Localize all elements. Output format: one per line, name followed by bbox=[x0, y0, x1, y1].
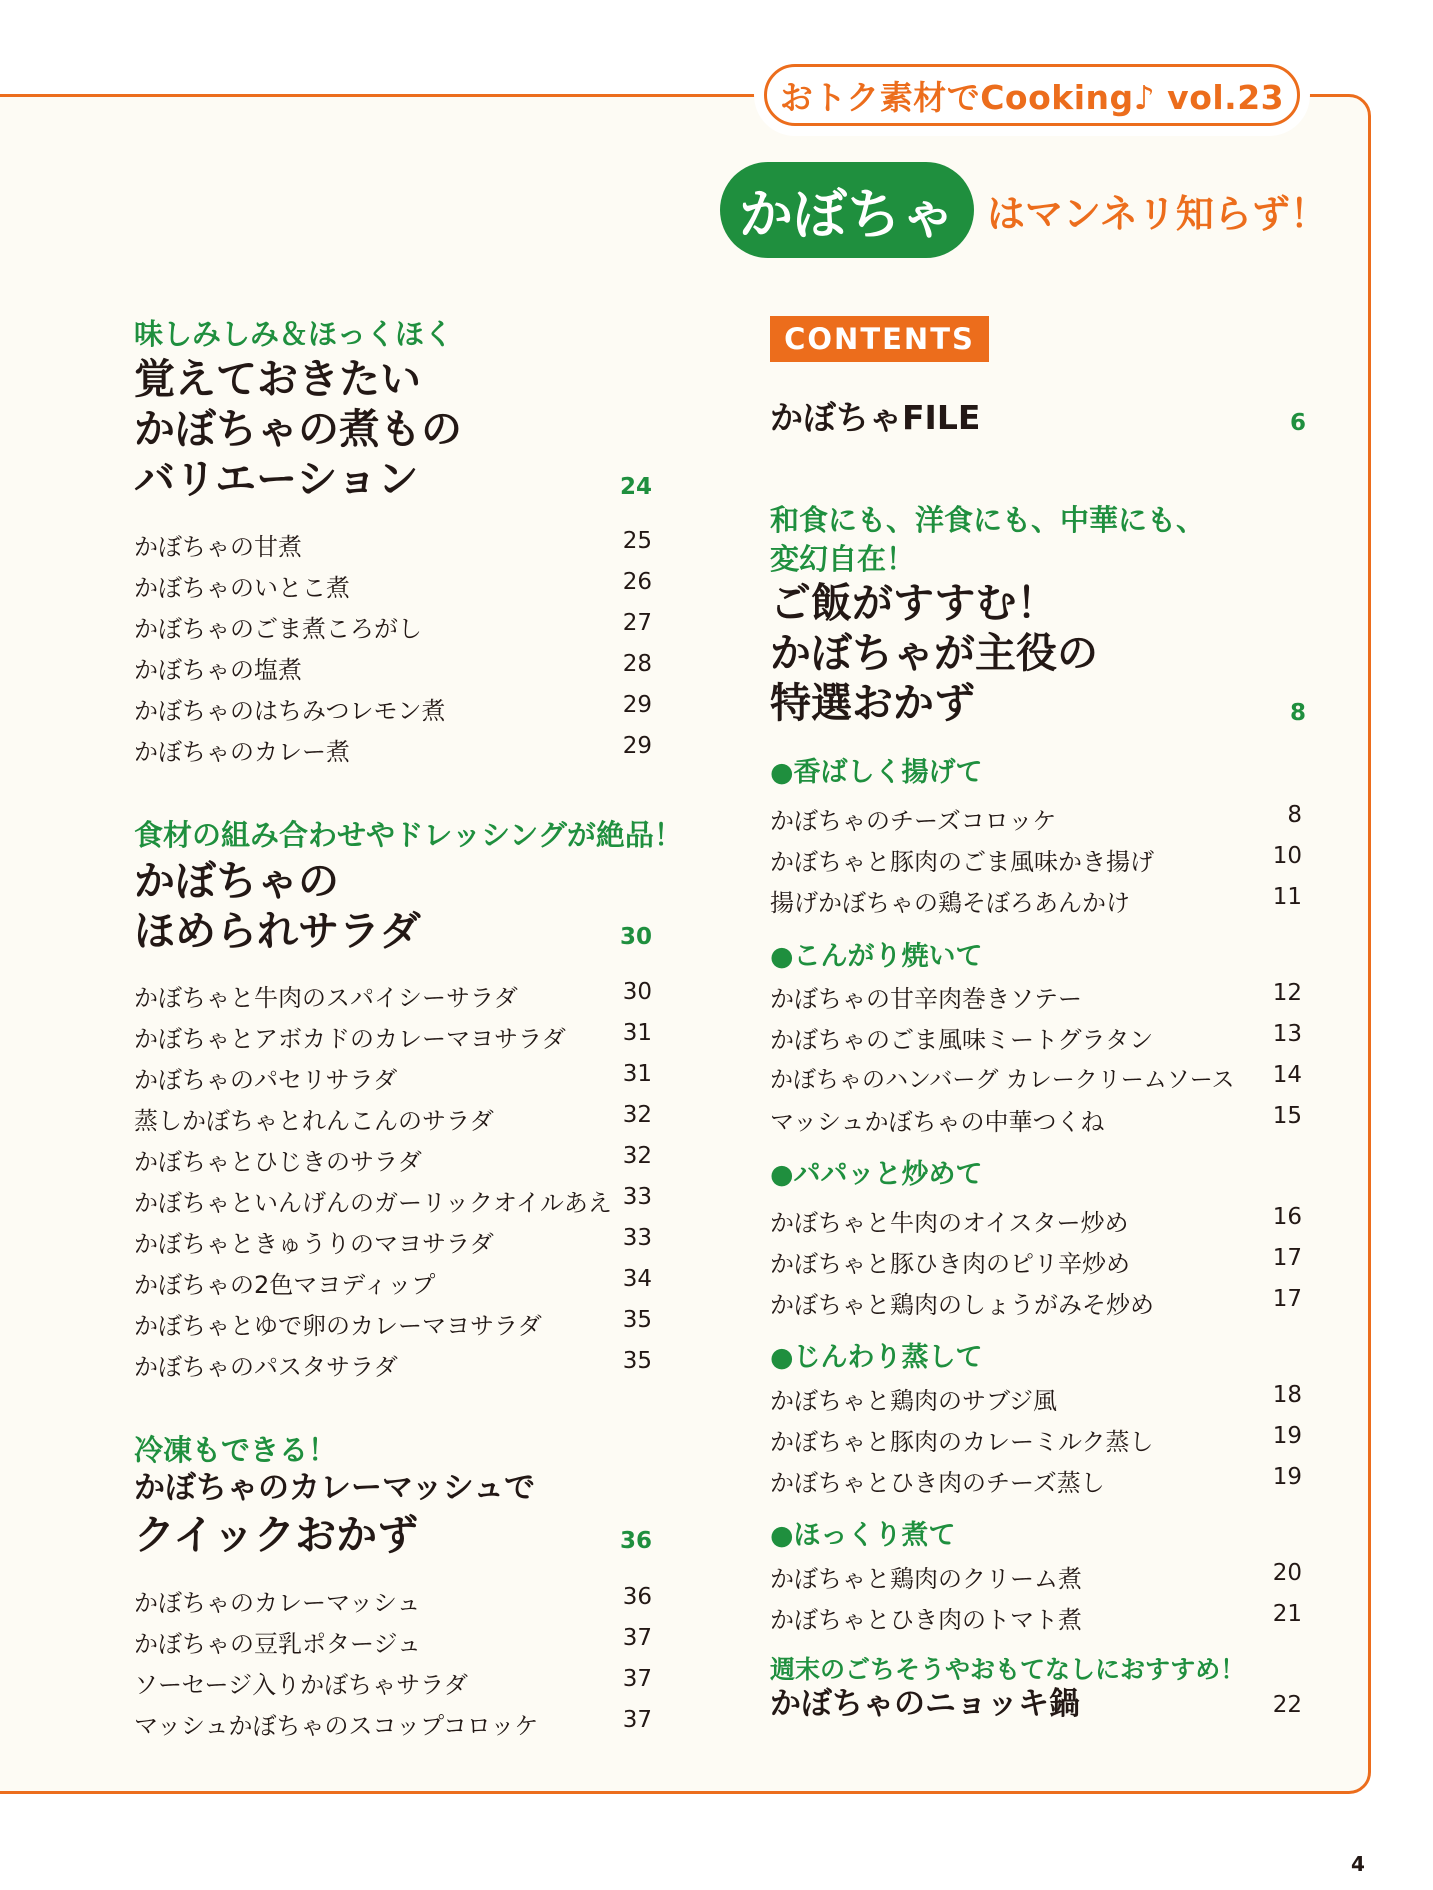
section-lead: 変幻自在！ bbox=[770, 542, 916, 576]
section-page: 36 bbox=[619, 1528, 652, 1554]
section-heading: ほめられサラダ bbox=[134, 907, 421, 955]
group-label: ●香ばしく揚げて bbox=[770, 757, 983, 788]
toc-page: 33 bbox=[622, 1225, 652, 1251]
toc-item[interactable]: かぼちゃと牛肉のスパイシーサラダ bbox=[134, 984, 518, 1012]
toc-item[interactable]: マッシュかぼちゃの中華つくね bbox=[770, 1108, 1105, 1136]
toc-page: 37 bbox=[622, 1707, 652, 1733]
section-lead: 味しみしみ＆ほっくほく bbox=[134, 317, 454, 351]
toc-page: 22 bbox=[1272, 1692, 1302, 1718]
toc-item[interactable]: かぼちゃのチーズコロッケ bbox=[770, 807, 1057, 835]
toc-page: 31 bbox=[622, 1020, 652, 1046]
toc-page: 18 bbox=[1272, 1382, 1302, 1408]
toc-page: 32 bbox=[622, 1143, 652, 1169]
toc-page: 31 bbox=[622, 1061, 652, 1087]
toc-page: 15 bbox=[1272, 1103, 1302, 1129]
section-heading: かぼちゃが主役の bbox=[770, 629, 1098, 677]
section-page: 8 bbox=[1290, 700, 1307, 726]
toc-page: 35 bbox=[622, 1307, 652, 1333]
title-highlight: かぼちゃ bbox=[720, 162, 974, 258]
toc-page: 16 bbox=[1272, 1204, 1302, 1230]
group-label: ●ほっくり煮て bbox=[770, 1520, 956, 1551]
toc-page: 17 bbox=[1272, 1245, 1302, 1271]
group-label: ●じんわり蒸して bbox=[770, 1342, 983, 1373]
toc-item[interactable]: かぼちゃと豚肉のごま風味かき揚げ bbox=[770, 848, 1154, 876]
toc-page: 36 bbox=[622, 1584, 652, 1610]
section-heading-small: かぼちゃのカレーマッシュで bbox=[134, 1470, 536, 1506]
file-heading[interactable]: かぼちゃFILE bbox=[770, 398, 981, 437]
toc-item[interactable]: かぼちゃのいとこ煮 bbox=[134, 574, 350, 602]
toc-page: 34 bbox=[622, 1266, 652, 1292]
toc-item[interactable]: かぼちゃとゆで卵のカレーマヨサラダ bbox=[134, 1312, 542, 1340]
series-label: おトク素材でCooking♪ vol.23 bbox=[764, 64, 1300, 126]
toc-item[interactable]: かぼちゃのパスタサラダ bbox=[134, 1353, 398, 1381]
toc-item[interactable]: かぼちゃとひき肉のチーズ蒸し bbox=[770, 1469, 1105, 1497]
section-page: 24 bbox=[619, 474, 652, 500]
toc-page: 6 bbox=[1290, 410, 1307, 436]
toc-page: 30 bbox=[622, 979, 652, 1005]
section-lead: 冷凍もできる！ bbox=[134, 1433, 338, 1467]
toc-item[interactable]: かぼちゃのハンバーグ カレークリームソース bbox=[770, 1067, 1235, 1093]
toc-page: 33 bbox=[622, 1184, 652, 1210]
toc-page: 28 bbox=[622, 651, 652, 677]
toc-item[interactable]: かぼちゃの甘煮 bbox=[134, 533, 302, 561]
toc-item[interactable]: かぼちゃと鶏肉のクリーム煮 bbox=[770, 1565, 1082, 1593]
section-heading: ご飯がすすむ！ bbox=[770, 579, 1058, 627]
toc-page: 29 bbox=[622, 692, 652, 718]
toc-item[interactable]: かぼちゃと牛肉のオイスター炒め bbox=[770, 1209, 1129, 1237]
toc-page: 10 bbox=[1272, 843, 1302, 869]
toc-page: 8 bbox=[1287, 802, 1302, 828]
section-lead: 週末のごちそうやおもてなしにおすすめ！ bbox=[770, 1655, 1246, 1684]
toc-item[interactable]: かぼちゃの塩煮 bbox=[134, 656, 302, 684]
toc-page: 12 bbox=[1272, 980, 1302, 1006]
title-rest: はマンネリ知らず！ bbox=[987, 192, 1328, 236]
section-heading: バリエーション bbox=[134, 455, 419, 503]
section-heading[interactable]: かぼちゃのニョッキ鍋 bbox=[770, 1686, 1080, 1722]
toc-item[interactable]: かぼちゃとひき肉のトマト煮 bbox=[770, 1606, 1082, 1634]
toc-item[interactable]: 揚げかぼちゃの鶏そぼろあんかけ bbox=[770, 889, 1130, 917]
section-lead: 和食にも、洋食にも、中華にも、 bbox=[770, 503, 1206, 537]
toc-item[interactable]: マッシュかぼちゃのスコップコロッケ bbox=[134, 1712, 539, 1740]
group-label: ●パパッと炒めて bbox=[770, 1159, 983, 1190]
toc-item[interactable]: かぼちゃの2色マヨディップ bbox=[134, 1271, 436, 1299]
toc-page: 35 bbox=[622, 1348, 652, 1374]
toc-item[interactable]: 蒸しかぼちゃとれんこんのサラダ bbox=[134, 1107, 494, 1135]
toc-item[interactable]: かぼちゃといんげんのガーリックオイルあえ bbox=[134, 1189, 612, 1217]
section-heading: かぼちゃの煮もの bbox=[134, 405, 462, 453]
toc-item[interactable]: かぼちゃと鶏肉のしょうがみそ炒め bbox=[770, 1291, 1154, 1319]
toc-page: 25 bbox=[622, 528, 652, 554]
toc-item[interactable]: かぼちゃのはちみつレモン煮 bbox=[134, 697, 446, 725]
page-number: 4 bbox=[1351, 1852, 1365, 1876]
toc-page: 29 bbox=[622, 733, 652, 759]
toc-page: 32 bbox=[622, 1102, 652, 1128]
toc-page: 37 bbox=[622, 1625, 652, 1651]
toc-item[interactable]: かぼちゃときゅうりのマヨサラダ bbox=[134, 1230, 494, 1258]
toc-page: 19 bbox=[1272, 1464, 1302, 1490]
section-heading: かぼちゃの bbox=[134, 857, 339, 905]
toc-item[interactable]: かぼちゃとひじきのサラダ bbox=[134, 1148, 422, 1176]
section-page: 30 bbox=[619, 924, 652, 950]
toc-item[interactable]: かぼちゃのパセリサラダ bbox=[134, 1066, 398, 1094]
toc-item[interactable]: かぼちゃのカレーマッシュ bbox=[134, 1589, 421, 1617]
toc-item[interactable]: かぼちゃの豆乳ポタージュ bbox=[134, 1630, 422, 1658]
toc-item[interactable]: かぼちゃと鶏肉のサブジ風 bbox=[770, 1387, 1058, 1415]
toc-page: 19 bbox=[1272, 1423, 1302, 1449]
toc-page: 21 bbox=[1272, 1601, 1302, 1627]
toc-page: 37 bbox=[622, 1666, 652, 1692]
toc-page: 11 bbox=[1272, 884, 1302, 910]
toc-item[interactable]: かぼちゃのカレー煮 bbox=[134, 738, 350, 766]
toc-page: 27 bbox=[622, 610, 652, 636]
toc-item[interactable]: ソーセージ入りかぼちゃサラダ bbox=[134, 1671, 468, 1699]
toc-item[interactable]: かぼちゃとアボカドのカレーマヨサラダ bbox=[134, 1025, 566, 1053]
toc-page: 17 bbox=[1272, 1286, 1302, 1312]
contents-badge: CONTENTS bbox=[770, 316, 989, 362]
toc-page: 14 bbox=[1272, 1062, 1302, 1088]
toc-item[interactable]: かぼちゃと豚ひき肉のピリ辛炒め bbox=[770, 1250, 1130, 1278]
section-heading: 特選おかず bbox=[770, 679, 975, 727]
group-label: ●こんがり焼いて bbox=[770, 941, 983, 972]
section-lead: 食材の組み合わせやドレッシングが絶品！ bbox=[134, 818, 683, 852]
toc-item[interactable]: かぼちゃと豚肉のカレーミルク蒸し bbox=[770, 1428, 1154, 1456]
toc-item[interactable]: かぼちゃの甘辛肉巻きソテー bbox=[770, 985, 1082, 1013]
section-heading: 覚えておきたい bbox=[134, 355, 421, 403]
toc-page: 13 bbox=[1272, 1021, 1302, 1047]
section-heading: クイックおかず bbox=[134, 1511, 419, 1559]
toc-item[interactable]: かぼちゃのごま煮ころがし bbox=[134, 615, 422, 643]
toc-item[interactable]: かぼちゃのごま風味ミートグラタン bbox=[770, 1026, 1154, 1054]
toc-page: 20 bbox=[1272, 1560, 1302, 1586]
toc-page: 26 bbox=[622, 569, 652, 595]
